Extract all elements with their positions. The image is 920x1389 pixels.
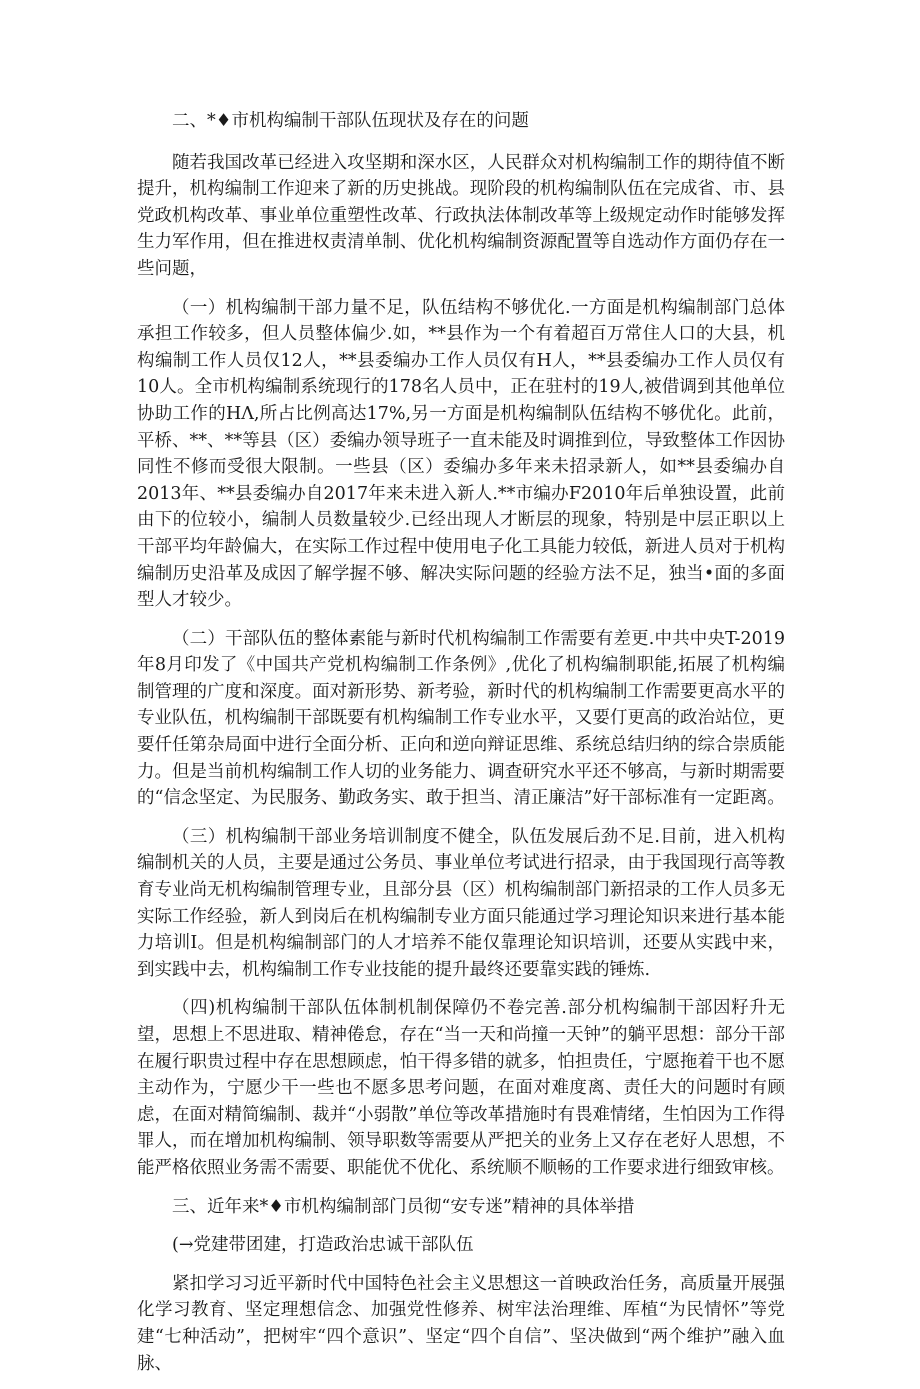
section-heading-3: 三、近年来*♦市机构编制部门员彻“安专迷”精神的具体举措 <box>172 1196 635 1217</box>
problem-paragraph-3: （三）机构编制干部业务培训制度不健全，队伍发展后劲不足.目前，进入机构编制机关的人员，主要是通过公务员、事业单位考试进行招录，由于我国现行高等教育专业尚无机构编制管理专业，且部分县（区）机构编制部门新招录的工作人员多无实际工作经验，新人到岗后在机构编制专业方面只能通过学习理论知识来进行基本能力培训I。但是机构编制部门的人才培养不能仅靠理论知识培训，还要从实践中来，到实践中去，机构编制工作专业技能的提升最终还要靠实践的锤炼. <box>137 826 785 980</box>
document-body <box>137 108 785 1389</box>
problem-paragraph-2: （二）干部队伍的整体素能与新时代机构编制工作需要有差更.中共中央T-2019年8月印发了《中国共产党机构编制工作条例》,优化了机构编制职能,拓展了机构编制管理的广度和深度。面对新形势、新考验，新时代的机构编制工作需要更高水平的专业队伍，机构编制干部既要有机构编制工作专业水平，又要仃更高的政治站位，更要仟任第杂局面中进行全面分析、正向和逆向辩证思维、系统总结归纳的综合崇质能力。但是当前机构编制工作人切的业务能力、调查研究水平还不够高，与新时期需要的“信念坚定、为民服务、勤政务实、敢于担当、清正廉洁”好干部标准有一定距离。 <box>137 628 785 809</box>
measure-heading-1: (→党建带团建，打造政治忠诚干部队伍 <box>172 1235 474 1256</box>
problem-paragraph-1: （一）机构编制干部力量不足，队伍结构不够优化.一方面是机构编制部门总体承担工作较多，但人员整体偏少.如，**县作为一个有着超百万常住人口的大县，机构编制工作人员仅12人，**县委编办工作人员仅有H人，**县委编办工作人员仅有10人。全市机构编制系统现行的178名人员中，正在驻村的19人,被借调到其他单位协助工作的HΛ,所占比例高达17%,另一方面是机构编制队伍结构不够优化。此前，平桥、**、**等县（区）委编办领导班子一直未能及时调推到位，导致整体工作因协同性不修而受很大限制。一些县（区）委编办多年来未招录新人，如**县委编办自2013年、**县委编办自2017年来未进入新人.**市编办F2010年后单独设置，此前由下的位较小，编制人员数量较少.已经出现人才断层的现象，特别是中层正职以上干部平均年龄偏大，在实际工作过程中使用电子化工具能力较低，新进人员对于机构编制历史沿革及成因了解学握不够、解决实际问题的经验方法不足，独当•面的多面型人才较少。 <box>137 297 785 611</box>
intro-paragraph: 随若我国改革已经进入攻坚期和深水区，人民群众对机构编制工作的期待值不断提升，机构编制工作迎来了新的历史挑战。现阶段的机构编制队伍在完成省、市、县党政机构改革、事业单位重塑性改革、行政执法体制改革等上级规定动作时能够发挥生力军作用，但在推进权责清单制、优化机构编制资源配置等自选动作方面仍存在一些问题， <box>137 152 785 279</box>
problem-paragraph-4: （四)机构编制干部队伍体制机制保障仍不卷完善.部分机构编制干部因籽升无望，思想上不思进取、精神倦怠，存在“当一天和尚撞一天钟”的躺平思想：部分干部在履行职贵过程中存在思想顾虑，怕干得多错的就多，怕担贵任，宁愿拖着干也不愿主动作为，宁愿少干一些也不愿多思考问题，在面对难度离、责任大的问题时有顾虑，在面对精简编制、裁并“小弱散”单位等改革措施时有畏难情绪，生怕因为工作得罪人，而在增加机构编制、领导职数等需要从严把关的业务上又存在老好人思想，不能严格依照业务需不需要、职能优不优化、系统顺不顺畅的工作要求进行细致审核。 <box>137 998 785 1178</box>
section-heading-2: 二、*♦市机构编制干部队伍现状及存在的问题 <box>172 111 529 131</box>
measure-paragraph-1: 紧扣学习习近平新时代中国特色社会主义思想这一首映政治任务，高质量开展强化学习教育、坚定理想信念、加强党性修养、树牢法治理维、厍植“为民情怀”等党建“七种活动”，把树牢“四个意识”、坚定“四个自信”、坚决做到“两个维护”融入血脉、 <box>137 1273 785 1374</box>
